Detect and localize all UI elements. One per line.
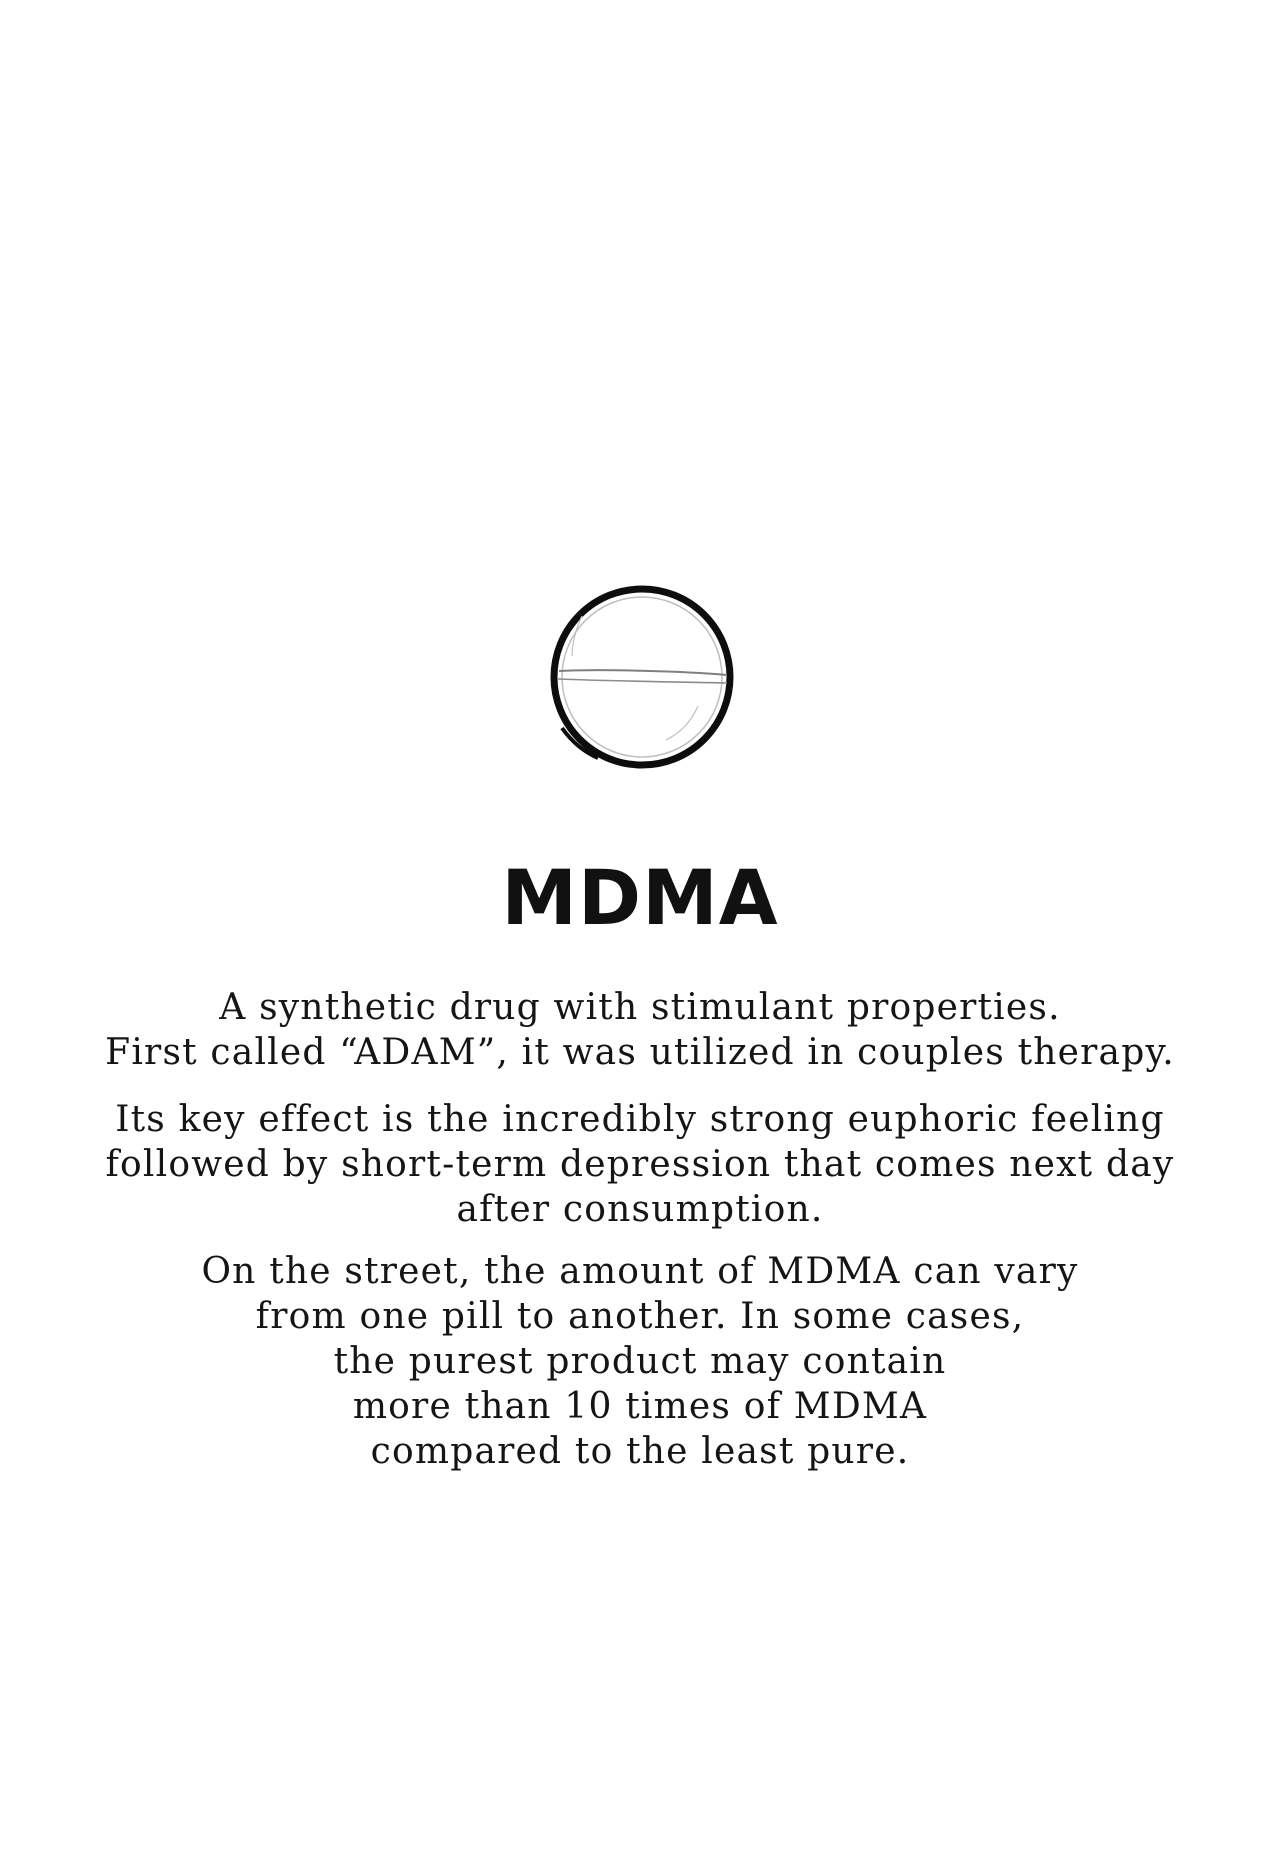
paragraph-line: A synthetic drug with stimulant properties.: [219, 987, 1061, 1028]
paragraph-line: Its key effect is the incredibly strong euphoric feeling: [115, 1099, 1165, 1140]
paragraph-line: First called “ADAM”, it was utilized in couples therapy.: [105, 1032, 1175, 1073]
description-paragraph-1: [40, 985, 1240, 1075]
description-paragraph-3: [40, 1249, 1240, 1474]
paragraph-line: compared to the least pure.: [370, 1431, 910, 1472]
paragraph-line: after consumption.: [456, 1189, 824, 1230]
paragraph-line: followed by short-term depression that comes next day: [105, 1144, 1175, 1185]
page-title: MDMA: [501, 853, 779, 942]
description-paragraph-2: [40, 1097, 1240, 1232]
paragraph-line: more than 10 times of MDMA: [352, 1386, 928, 1427]
paragraph-line: the purest product may contain: [333, 1341, 947, 1382]
paragraph-line: On the street, the amount of MDMA can vary: [201, 1251, 1079, 1292]
paragraph-line: from one pill to another. In some cases,: [255, 1296, 1025, 1337]
pill-icon: [538, 572, 748, 782]
